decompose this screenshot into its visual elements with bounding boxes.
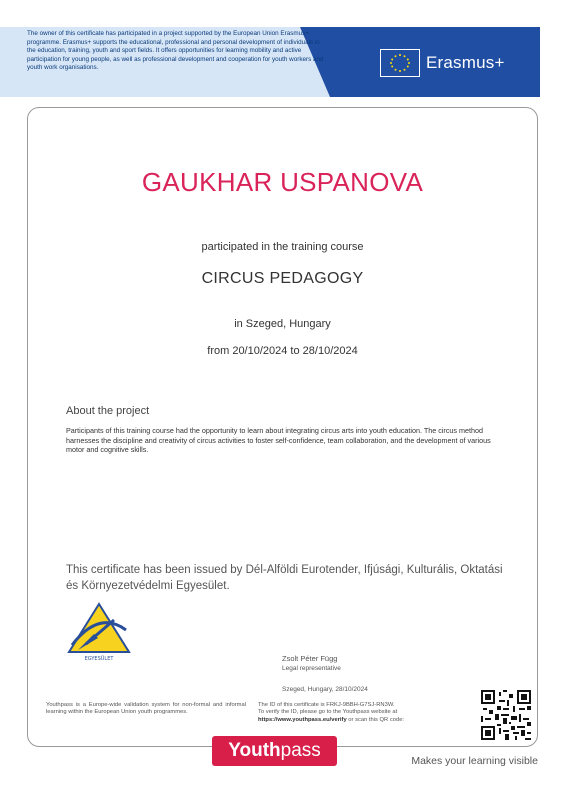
- youthpass-logo-pass: pass: [280, 740, 321, 761]
- organisation-logo: [64, 600, 134, 667]
- course-title: CIRCUS PEDAGOGY: [201, 270, 364, 287]
- eu-flag-icon: [380, 49, 420, 77]
- about-project-heading: About the project: [66, 405, 150, 417]
- eu-disclaimer-text: The owner of this certificate has participated in a project supported by the European Union Erasmus+ programme. Erasmus+ supports the educational, professional and personal development of individuals in the education, training, youth and sport fields. It offers opportunities for learning mobility and active participation for young people, as well as professional development and cooperation for youth workers and youth work organisations.: [27, 30, 324, 72]
- signatory-role: Legal representative: [282, 665, 341, 672]
- youthpass-tagline: Makes your learning visible: [411, 755, 538, 767]
- verify-suffix: or scan this QR code:: [346, 716, 405, 723]
- issuer-statement: This certificate has been issued by Dél-Alföldi Eurotender, Ifjúsági, Kulturális, Oktatási és Környezetvédelmi Egyesület.: [66, 564, 503, 592]
- participation-statement: participated in the training course: [201, 241, 364, 253]
- verification-text: [258, 702, 468, 724]
- participant-name: GAUKHAR USPANOVA: [141, 167, 424, 197]
- organisation-logo-label: EGYESÜLET: [84, 656, 114, 662]
- about-project-text: Participants of this training course had the opportunity to learn about integrating circus arts into youth education. The circus method harnesses the discipline and creativity of circus activities to foster self-confidence, team collaboration, and the development of various motor and cognitive skills.: [66, 426, 491, 454]
- qr-code[interactable]: [481, 690, 531, 745]
- verify-instruction: To verify the ID, please go to the Youthpass website at: [258, 709, 398, 716]
- erasmus-logo-text: Erasmus+: [426, 53, 505, 72]
- certificate-id-line: The ID of this certificate is FRKJ-9BBH-G7SJ-RN3W.: [258, 702, 395, 708]
- signature-place-date: Szeged, Hungary, 28/10/2024: [282, 686, 368, 693]
- course-dates: from 20/10/2024 to 28/10/2024: [207, 345, 358, 357]
- signatory-name: Zsolt Péter Függ: [282, 654, 338, 663]
- youthpass-info-text: Youthpass is a Europe-wide validation system for non-formal and informal learning within the European Union youth programmes.: [46, 702, 246, 716]
- verify-link[interactable]: https://www.youthpass.eu/verify: [258, 716, 347, 723]
- youthpass-logo: [212, 736, 337, 766]
- course-location: in Szeged, Hungary: [234, 318, 331, 330]
- erasmus-logo: [380, 46, 530, 80]
- youthpass-logo-youth: Youth: [228, 740, 281, 761]
- signature-block: [282, 654, 368, 693]
- erasmus-banner: [0, 27, 540, 97]
